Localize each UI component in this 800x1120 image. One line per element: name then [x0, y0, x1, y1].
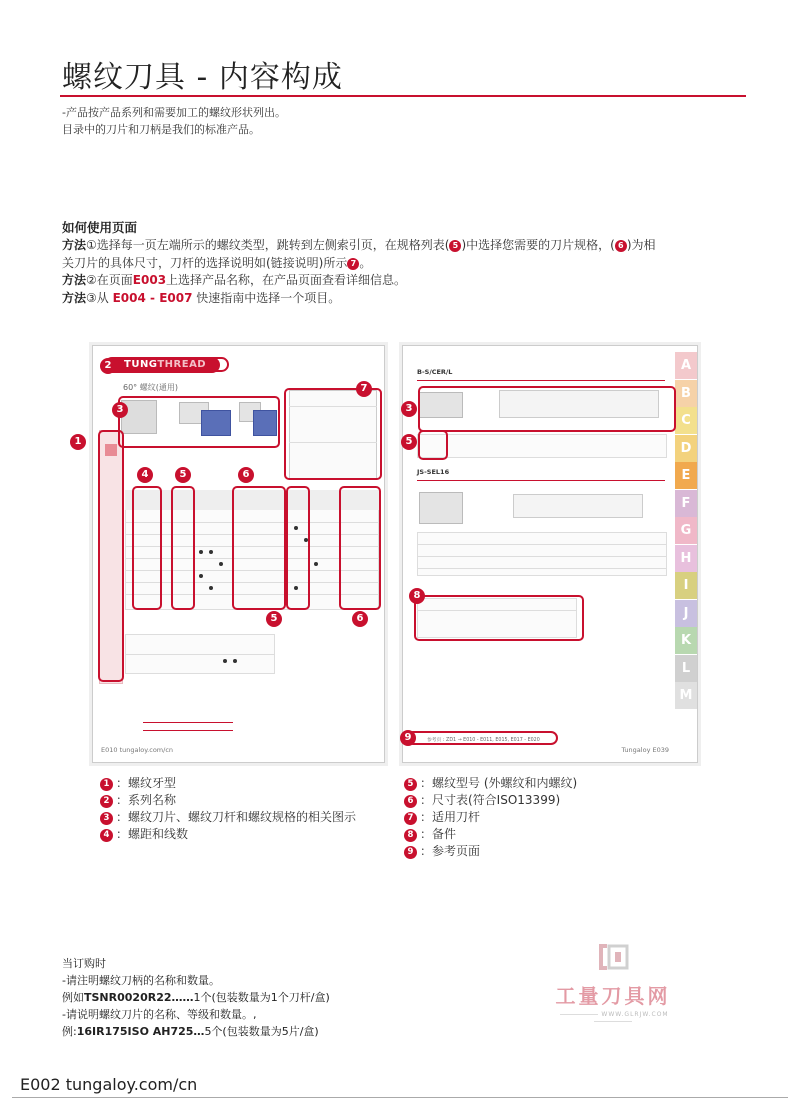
legend-number: 2: [100, 795, 113, 808]
legend-text: ：螺距和线数: [116, 827, 189, 841]
callout-marker-9: 9: [400, 730, 416, 746]
legend-number: 1: [100, 778, 113, 791]
legend-number: 3: [100, 812, 113, 825]
chapter-tab[interactable]: J: [675, 600, 697, 627]
callout-marker-6: 6: [238, 467, 254, 483]
brand-text: TUNG: [124, 359, 158, 370]
legend-number: 9: [404, 846, 417, 859]
legend-text: ：适用刀杆: [420, 810, 481, 824]
chapter-tab[interactable]: F: [675, 490, 697, 517]
callout-box-spare-parts: [414, 595, 584, 641]
callout-box-thread-type: [98, 430, 124, 682]
stock-dot: [314, 562, 318, 566]
stock-dot: [219, 562, 223, 566]
ordering-info: [62, 955, 330, 1040]
legend-number: 8: [404, 829, 417, 842]
example-suffix: 1个(包装数量为1个刀杆/盒): [193, 991, 330, 1004]
brand-suffix: THREAD: [157, 359, 207, 370]
chapter-tab[interactable]: A: [675, 352, 697, 379]
holder-diagram: [513, 494, 643, 518]
ref-link-line: [143, 730, 233, 731]
chapter-tab[interactable]: M: [675, 682, 697, 709]
footer-divider: [12, 1097, 788, 1098]
callout-box-dim-left: [232, 486, 286, 610]
callout-box-holder-images: [418, 386, 676, 432]
table-line: [417, 568, 667, 569]
watermark: [538, 942, 688, 1025]
callout-ref-5: 5: [449, 240, 461, 252]
legend-item: [100, 792, 356, 809]
callout-ref-6: 6: [615, 240, 627, 252]
callout-marker-6b: 6: [352, 611, 368, 627]
legend-item: [404, 843, 577, 860]
callout-marker-5c: 5: [401, 434, 417, 450]
example-code: TSNR0020R22……: [84, 991, 194, 1004]
legend-right: [404, 775, 577, 860]
method-text: 。: [359, 255, 372, 270]
callout-box-holder-model: [418, 430, 448, 460]
method-text: 从: [96, 290, 113, 305]
callout-marker-3: 3: [112, 402, 128, 418]
footer-site-link[interactable]: tungaloy.com/cn: [65, 1075, 198, 1094]
legend-left: [100, 775, 356, 843]
callout-marker-5: 5: [175, 467, 191, 483]
legend-item: [100, 775, 356, 792]
chapter-tab[interactable]: B: [675, 380, 697, 407]
legend-item: [100, 809, 356, 826]
method-number: ②: [86, 273, 97, 287]
callout-box-ref-pages: [406, 731, 558, 745]
method-2: [62, 272, 662, 290]
section-header: JS-SEL16: [417, 468, 450, 476]
reference-pages-text: 参考页 : ZD1 → E010 - E011, E015, E017 - E020: [427, 738, 540, 743]
legend-text: ：系列名称: [116, 793, 177, 807]
page-number: E002: [20, 1075, 61, 1094]
chapter-tab[interactable]: G: [675, 517, 697, 544]
table-line: [417, 544, 667, 545]
example-suffix: 5个(包装数量为5片/盒): [204, 1025, 319, 1038]
callout-marker-3b: 3: [401, 401, 417, 417]
chapter-tab[interactable]: D: [675, 435, 697, 462]
watermark-url-row: [538, 1011, 688, 1025]
method-label: 方法: [62, 290, 87, 305]
legend-text: ：螺纹刀片、螺纹刀杆和螺纹规格的相关图示: [116, 810, 357, 824]
method-text: 上选择产品名称，在产品页面查看详细信息。: [166, 273, 407, 287]
callout-box-images: [118, 396, 280, 448]
legend-number: 4: [100, 829, 113, 842]
callout-box-model-left: [171, 486, 195, 610]
method-label: 方法: [62, 273, 87, 287]
table-line: [417, 556, 667, 557]
chapter-tab[interactable]: L: [675, 655, 697, 682]
legend-number: 6: [404, 795, 417, 808]
method-label: 方法: [62, 238, 87, 252]
legend-text: ：参考页面: [420, 844, 481, 858]
page-ref-link[interactable]: E003: [132, 273, 167, 287]
legend-number: 7: [404, 812, 417, 825]
stock-dot: [223, 659, 227, 663]
stock-dot: [199, 574, 203, 578]
method-text: 快速指南中选择一个项目。: [192, 290, 341, 305]
holder-image: [419, 492, 463, 524]
callout-marker-4: 4: [137, 467, 153, 483]
method-3: [62, 290, 662, 308]
example-prefix: 例如: [62, 991, 84, 1004]
method-text: )为相关刀片的具体尺寸，刀杆的选择说明如(链接说明)所示: [62, 238, 656, 270]
holder-table: [417, 434, 667, 458]
section-header: B-S/CER/L: [417, 368, 453, 376]
stock-dot: [209, 550, 213, 554]
legend-number: 5: [404, 778, 417, 791]
legend-text: ：螺纹牙型: [116, 776, 177, 790]
watermark-url: WWW.GLRJW.COM: [601, 1011, 669, 1018]
example-prefix: 例:: [62, 1025, 77, 1038]
callout-marker-5b: 5: [266, 611, 282, 627]
callout-box-dim-right: [339, 486, 381, 610]
ordering-line: -请说明螺纹刀片的名称、等级和数量。,: [62, 1008, 257, 1021]
stock-dot: [233, 659, 237, 663]
example-code: 16IR175ISO AH725…: [76, 1025, 205, 1038]
sample-page-footer: E010 tungaloy.com/cn: [101, 746, 174, 754]
title-divider: [60, 95, 746, 97]
holder-table: [417, 532, 667, 576]
legend-item: [404, 826, 577, 843]
intro-text: [62, 104, 286, 138]
chapter-tab[interactable]: C: [675, 407, 697, 434]
callout-marker-7: 7: [356, 381, 372, 397]
intro-line: -产品按产品系列和需要加工的螺纹形状列出。: [62, 106, 286, 119]
section-rule: [417, 380, 665, 381]
howto-heading: 如何使用页面: [62, 220, 138, 235]
watermark-line: [560, 1014, 598, 1015]
chapter-tab[interactable]: E: [675, 462, 697, 489]
watermark-logo-icon: [538, 942, 688, 980]
method-number: ③: [86, 290, 97, 305]
ordering-line: -请注明螺纹刀柄的名称和数量。: [62, 974, 220, 987]
legend-text: ：尺寸表(符合ISO13399): [420, 793, 561, 807]
intro-line: 目录中的刀片和刀柄是我们的标准产品。: [62, 123, 260, 136]
callout-marker-2: 2: [100, 358, 116, 374]
callout-ref-7: 7: [347, 258, 359, 270]
page-title: 螺纹刀具 - 内容构成: [62, 60, 343, 95]
page-footer: [20, 1075, 197, 1094]
callout-marker-1: 1: [70, 434, 86, 450]
method-text: 在页面: [96, 273, 133, 287]
ordering-line: [62, 989, 330, 1006]
table-line: [125, 654, 275, 655]
legend-item: [404, 792, 577, 809]
ordering-heading: 当订购时: [62, 957, 106, 970]
callout-box-pitch: [132, 486, 162, 610]
legend-item: [404, 809, 577, 826]
callout-box-holders: [284, 388, 382, 480]
stock-dot: [199, 550, 203, 554]
watermark-logo-svg: [593, 942, 633, 972]
legend-text: ：备件: [420, 827, 457, 841]
page-ref-link[interactable]: E004 - E007: [112, 290, 193, 305]
legend-text: ：螺纹型号 (外螺纹和内螺纹): [420, 776, 578, 790]
section-rule: [417, 480, 665, 481]
thread-type-subtitle: 60° 螺纹(通用): [123, 383, 178, 392]
method-1: [62, 237, 662, 272]
chapter-tab[interactable]: K: [675, 627, 697, 654]
method-number: ①: [86, 238, 97, 252]
callout-marker-8: 8: [409, 588, 425, 604]
ref-link-line: [143, 722, 233, 723]
watermark-name: 工量刀具网: [555, 984, 671, 1008]
sample-page-footer: Tungaloy E039: [621, 746, 669, 754]
legend-item: [404, 775, 577, 792]
method-text: )中选择您需要的刀片规格，(: [461, 238, 615, 252]
ordering-line: [62, 1023, 330, 1040]
callout-box-model-right: [286, 486, 310, 610]
legend-item: [100, 826, 356, 843]
stock-dot: [209, 586, 213, 590]
callout-box-series: [116, 357, 229, 372]
watermark-line: [594, 1021, 632, 1022]
howto-text: [62, 237, 662, 307]
chapter-tab[interactable]: I: [675, 572, 697, 599]
chapter-tab[interactable]: H: [675, 545, 697, 572]
method-text: 选择每一页左端所示的螺纹类型，跳转到左侧索引页，在规格列表(: [96, 238, 450, 252]
